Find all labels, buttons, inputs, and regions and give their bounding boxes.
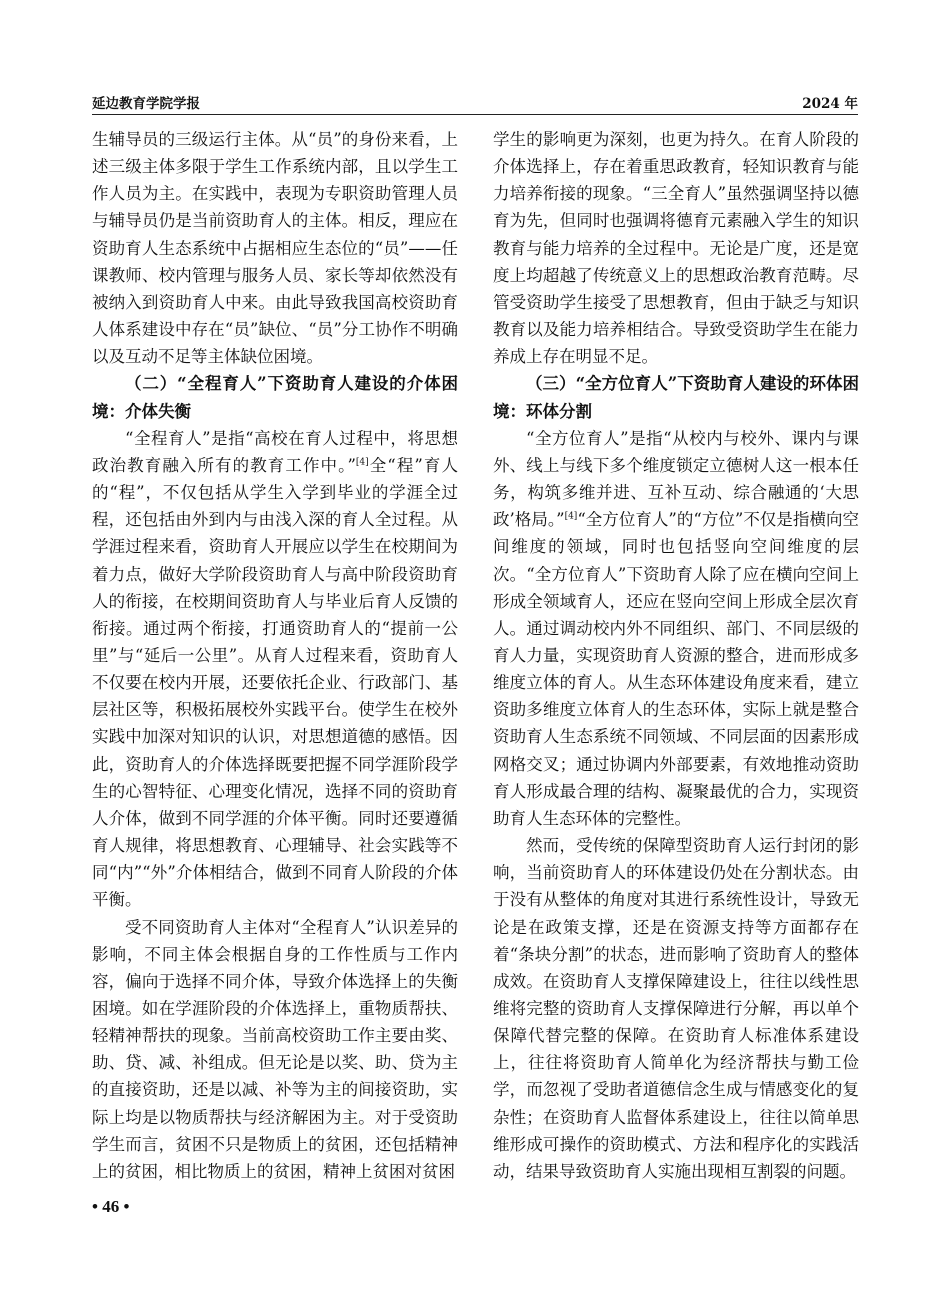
paragraph: 受不同资助育人主体对“全程育人”认识差异的影响，不同主体会根据自身的工作性质与工作内容，偏向于选择不同介体，导致介体选择上的失衡困境。如在学涯阶段的介体选择上，重物质帮扶、轻精神帮扶的现象。当前高校资助工作主要由奖、助、贷、减、补组成。但无论是以奖、助、贷为主的直接资助，还是以减、补等为主的间接资助，实际上均是以物质帮扶与经济解困为主。对于受资助学生而言，贫困不只是物质上的贫困，还包括精神上的贫困，相比物质上的贫困，精神上贫困对贫困 xyxy=(92,917,458,1181)
section-heading: （三）“全方位育人”下资助育人建设的环体困境：环体分割 xyxy=(493,374,859,421)
right-column xyxy=(493,126,859,1185)
paragraph: 学生的影响更为深刻，也更为持久。在育人阶段的介体选择上，存在着重思政教育，轻知识教育与能力培养衔接的现象。“三全育人”虽然强调坚持以德育为先，但同时也强调将德育元素融入学生的知识教育与能力培养的全过程中。无论是广度，还是宽度上均超越了传统意义上的思想政治教育范畴。尽管受资助学生接受了思想教育，但由于缺乏与知识教育以及能力培养相结合。导致受资助学生在能力养成上存在明显不足。 xyxy=(493,130,859,367)
paragraph xyxy=(92,425,458,914)
citation-ref: [4] xyxy=(355,457,369,468)
running-header xyxy=(92,88,858,115)
section-heading: （二）“全程育人”下资助育人建设的介体困境：介体失衡 xyxy=(92,374,458,421)
journal-title: 延边教育学院学报 xyxy=(92,96,200,112)
citation-ref: [4] xyxy=(564,511,578,522)
paragraph: 然而，受传统的保障型资助育人运行封闭的影响，当前资助育人的环体建设仍处在分割状态。由于没有从整体的角度对其进行系统性设计，导致无论是在政策支撑，还是在资源支持等方面都存在着“条块分割”的状态，进而影响了资助育人的整体成效。在资助育人支撑保障建设上，往往以线性思维将完整的资助育人支撑保障进行分解，再以单个保障代替完整的保障。在资助育人标准体系建设上，往往将资助育人简单化为经济帮扶与勤工俭学，而忽视了受助者道德信念生成与情感变化的复杂性；在资助育人监督体系建设上，往往以简单思维形成可操作的资助模式、方法和程序化的实践活动，结果导致资助育人实施出现相互割裂的问题。 xyxy=(493,836,859,1181)
paragraph-text: “全方位育人”的“方位”不仅是指横向空间维度的领域，同时也包括竖向空间维度的层次。“全方位育人”下资助育人除了应在横向空间上形成全领域育人，还应在竖向空间上形成全层次育人。通过调动校内外不同组织、部门、不同层级的育人力量，实现资助育人资源的整合，进而形成多维度立体的育人。从生态环体建设角度来看，建立资助多维度立体育人的生态环体，实际上就是整合资助育人生态系统不同领域、不同层面的因素形成网格交叉；通过协调内外部要素，有效地推动资助育人形成最合理的结构、凝聚最优的合力，实现资助育人生态环体的完整性。 xyxy=(493,510,859,828)
paragraph-text: 全“程”育人的“程”，不仅包括从学生入学到毕业的学涯全过程，还包括由外到内与由浅入深的育人全过程。从学涯过程来看，资助育人开展应以学生在校期间为着力点，做好大学阶段资助育人与高中阶段资助育人的衔接，在校期间资助育人与毕业后育人反馈的衔接。通过两个衔接，打通资助育人的“提前一公里”与“延后一公里”。从育人过程来看，资助育人不仅要在校内开展，还要依托企业、行政部门、基层社区等，积极拓展校外实践平台。使学生在校外实践中加深对知识的认识，对思想道德的感悟。因此，资助育人的介体选择既要把握不同学涯阶段学生的心智特征、心理变化情况，选择不同的资助育人介体，做到不同学涯的介体平衡。同时还要遵循育人规律，将思想教育、心理辅导、社会实践等不同“内”“外”介体相结合，做到不同育人阶段的介体平衡。 xyxy=(92,455,458,910)
paragraph-text: “全方位育人”是指“从校内与校外、课内与课外、线上与线下多个维度锁定立德树人这一根本任务，构筑多维并进、互补互动、综合融通的‘大思政’格局。” xyxy=(493,428,859,530)
header-year: 2024 年 xyxy=(802,96,858,112)
left-column xyxy=(92,126,458,1185)
paragraph: 生辅导员的三级运行主体。从“员”的身份来看，上述三级主体多限于学生工作系统内部，且以学生工作人员为主。在实践中，表现为专职资助管理人员与辅导员仍是当前资助育人的主体。相反，理应在资助育人生态系统中占据相应生态位的“员”——任课教师、校内管理与服务人员、家长等却依然没有被纳入到资助育人中来。由此导致我国高校资助育人体系建设中存在“员”缺位、“员”分工协作不明确以及互动不足等主体缺位困境。 xyxy=(92,130,458,367)
page-number: • 46 • xyxy=(92,1197,130,1216)
paragraph xyxy=(493,425,859,832)
paragraph-text: “全程育人”是指“高校在育人过程中，将思想政治教育融入所有的教育工作中。” xyxy=(92,428,458,475)
